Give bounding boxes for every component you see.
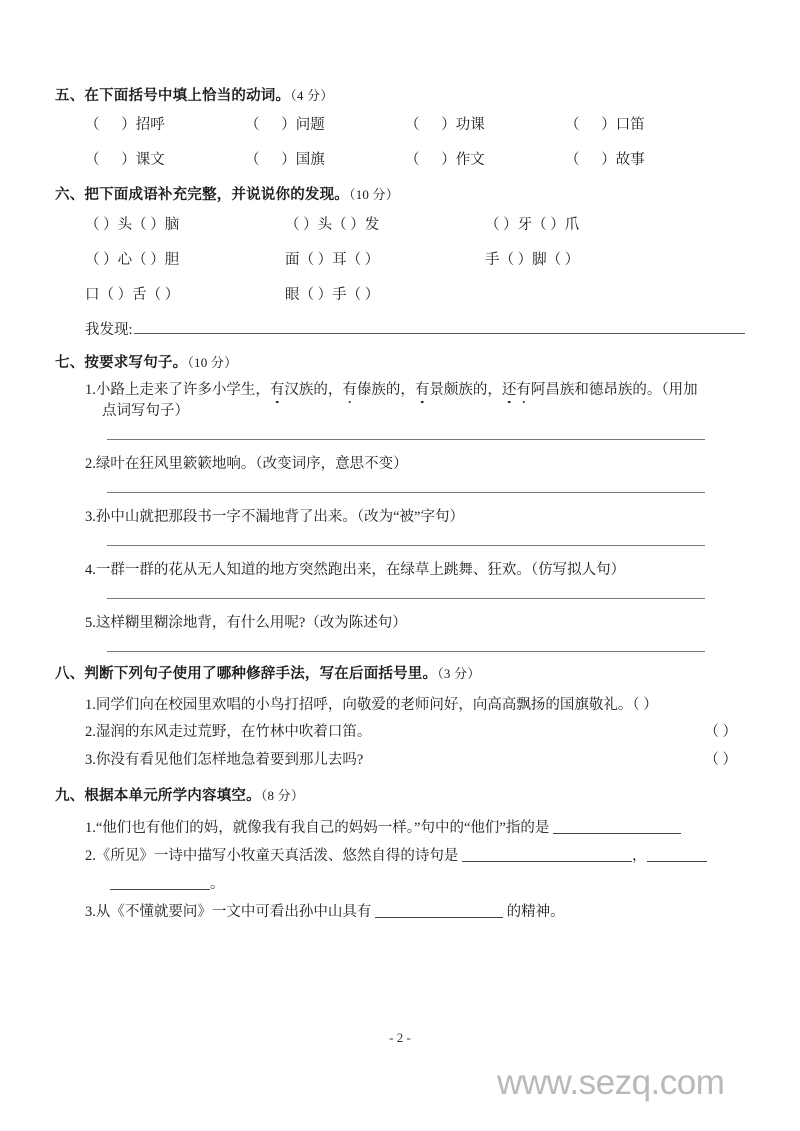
question-8-3 (55, 747, 745, 775)
question-7-1 (55, 380, 745, 401)
question-number: 3. (85, 751, 96, 768)
section-heading-7 (55, 355, 745, 372)
fill-blank-word: 故事 (615, 152, 645, 169)
fill-blank-word: 课文 (135, 152, 165, 169)
answer-blank[interactable] (553, 821, 681, 834)
question-number: 3. (85, 904, 96, 921)
fill-blank-item[interactable]: （ ）国旗 (245, 152, 325, 169)
answer-rule[interactable] (107, 492, 705, 493)
question-text: 湿润的东风走过荒野，在竹林中吹着口笛。 (95, 724, 372, 741)
question-number: 1. (85, 696, 96, 713)
section-5-title: 五、在下面括号中填上恰当的动词。 (55, 88, 291, 104)
question-9-3 (55, 898, 745, 926)
question-text: 《所见》一诗中描写小牧童天真活泼、悠然自得的诗句是 (95, 847, 459, 864)
fill-blank-item[interactable]: （ ）功课 (405, 117, 485, 134)
question-number: 2. (85, 724, 96, 741)
answer-rule[interactable] (107, 651, 705, 652)
section-heading-6 (55, 187, 745, 204)
idiom-item[interactable]: 手（ ）脚（ ） (485, 251, 580, 268)
idiom-item[interactable]: 口（ ）舌（ ） (85, 286, 180, 303)
emphasis-char: 有 (342, 382, 357, 399)
section-heading-9 (55, 788, 745, 805)
section-5-row-1 (55, 113, 745, 134)
section-8-title: 八、判断下列句子使用了哪种修辞手法，写在后面括号里。 (55, 666, 438, 683)
watermark: www.sezq.com (497, 1063, 725, 1102)
question-8-2 (55, 719, 745, 747)
question-7-1-cont: 点词写句子） (102, 403, 189, 420)
emphasis-char: 有 (414, 382, 430, 399)
question-text-mid3: 景颇族的， (429, 382, 502, 399)
answer-blank[interactable] (462, 849, 632, 862)
emphasis-char: 有 (516, 382, 531, 399)
question-9-2-cont (55, 870, 745, 898)
question-text: 孙中山就把那段书一字不漏地背了出来。（改为“被”字句） (95, 509, 464, 526)
section-5-row-2 (55, 148, 745, 169)
answer-paren[interactable]: （ ） (632, 696, 658, 713)
section-7-points: （10 分） (187, 354, 238, 370)
question-7-4 (55, 560, 745, 581)
section-6-title: 六、把下面成语补充完整，并说说你的发现。 (55, 187, 349, 204)
idiom-item[interactable]: （ ）心（ ）胆 (85, 251, 180, 268)
answer-rule[interactable] (107, 439, 705, 440)
answer-paren[interactable]: （ ） (704, 751, 737, 768)
question-number: 2. (85, 456, 96, 473)
answer-rule[interactable] (107, 545, 705, 546)
fill-blank-item[interactable]: （ ）口笛 (565, 117, 645, 134)
answer-rule[interactable] (107, 598, 705, 599)
emphasis-char: 还 (501, 382, 517, 399)
idiom-item[interactable]: （ ）头（ ）发 (285, 216, 380, 233)
section-heading-5 (55, 88, 745, 105)
section-8-points: （3 分） (437, 666, 481, 682)
idiom-item[interactable]: （ ）牙（ ）爪 (485, 216, 580, 233)
question-9-2 (55, 842, 745, 870)
question-number: 1. (85, 819, 96, 836)
question-text-mid2: 傣族的， (356, 382, 415, 399)
fill-blank-word: 作文 (455, 152, 485, 169)
worksheet-content (55, 88, 745, 927)
question-number: 3. (85, 509, 96, 526)
question-text: 绿叶在狂风里簌簌地响。（改变词序，意思不变） (95, 456, 408, 473)
fill-blank-item[interactable]: （ ）招呼 (85, 117, 165, 134)
fill-blank-item[interactable]: （ ）问题 (245, 117, 325, 134)
answer-blank[interactable] (110, 877, 210, 890)
fill-blank-word: 功课 (455, 117, 485, 134)
fill-blank-word: 招呼 (135, 117, 165, 134)
question-text-tail: 的精神。 (506, 904, 565, 921)
question-number: 5. (85, 615, 96, 632)
question-8-1 (55, 692, 745, 720)
question-9-1 (55, 814, 745, 842)
question-number: 2. (85, 847, 96, 864)
fill-blank-item[interactable]: （ ）作文 (405, 152, 485, 169)
question-text: 这样糊里糊涂地背，有什么用呢?（改为陈述句） (95, 615, 407, 632)
question-text-mid1: 汉族的， (284, 382, 343, 399)
fill-blank-word: 口笛 (615, 117, 645, 134)
idiom-item[interactable]: 眼（ ）手（ ） (285, 286, 380, 303)
question-text: 你没有看见他们怎样地急着要到那儿去吗? (95, 751, 364, 768)
fill-blank-word: 问题 (295, 117, 325, 134)
section-heading-8 (55, 666, 745, 683)
section-6-points: （10 分） (349, 187, 399, 203)
question-7-2 (55, 454, 745, 475)
question-text-tail: 阿昌族和德昂族的。（用加 (530, 382, 698, 399)
section-6-row-1 (55, 213, 745, 234)
idiom-item[interactable]: 面（ ）耳（ ） (285, 251, 380, 268)
section-6-row-3 (55, 283, 745, 304)
question-text: 从《不懂就要问》一文中可看出孙中山具有 (95, 904, 372, 921)
section-9-points: （8 分） (260, 788, 305, 804)
emphasis-word (502, 382, 531, 398)
section-5-points: （4 分） (290, 88, 334, 103)
fill-blank-item[interactable]: （ ）课文 (85, 152, 165, 169)
answer-paren[interactable]: （ ） (704, 724, 737, 741)
question-text: 同学们向在校园里欢唱的小鸟打招呼，向敬爱的老师问好，向高高飘扬的国旗敬礼。 (95, 696, 633, 713)
fill-blank-item[interactable]: （ ）故事 (565, 152, 645, 169)
section-9-title: 九、根据本单元所学内容填空。 (55, 788, 261, 805)
question-text-pre: 小路上走来了许多小学生， (95, 382, 270, 399)
discovery-answer-rule[interactable] (134, 320, 745, 334)
question-text: “他们也有他们的妈，就像我有我自己的妈妈一样。”句中的“他们”指的是 (95, 819, 550, 836)
question-text: 一群一群的花从无人知道的地方突然跑出来，在绿草上跳舞、狂欢。（仿写拟人句） (95, 562, 626, 579)
fill-blank-word: 国旗 (295, 152, 325, 169)
question-number: 4. (85, 562, 96, 579)
question-7-3 (55, 507, 745, 528)
answer-blank[interactable] (375, 905, 503, 918)
discovery-label: 我发现: (85, 321, 133, 338)
idiom-item[interactable] (485, 283, 685, 304)
discovery-line[interactable] (55, 318, 745, 339)
section-6-row-2 (55, 248, 745, 269)
answer-blank[interactable] (647, 849, 707, 862)
period: 。 (210, 876, 225, 893)
emphasis-char: 有 (269, 382, 285, 399)
idiom-item[interactable]: （ ）头（ ）脑 (85, 216, 180, 233)
question-7-5 (55, 613, 745, 634)
page-number: - 2 - (389, 1030, 411, 1045)
comma-separator: ， (632, 847, 647, 864)
question-number: 1. (85, 382, 96, 399)
section-7-title: 七、按要求写句子。 (55, 354, 188, 371)
